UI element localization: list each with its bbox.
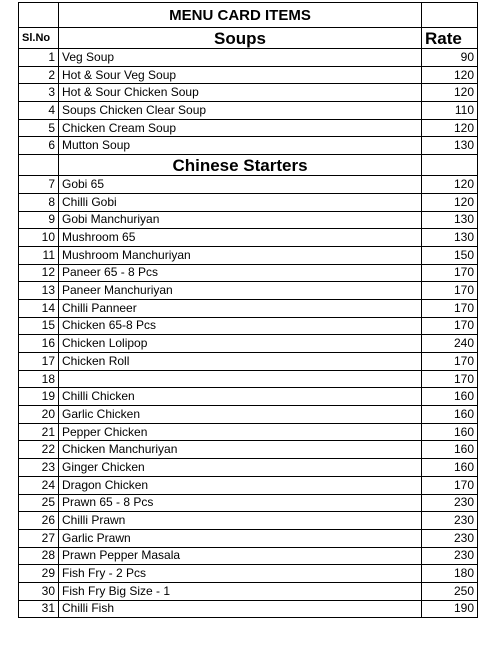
item-name: Pepper Chicken	[59, 423, 422, 441]
item-rate: 120	[422, 193, 478, 211]
item-number: 29	[19, 565, 59, 583]
section-blank-left	[19, 155, 59, 176]
item-rate: 170	[422, 299, 478, 317]
item-name: Veg Soup	[59, 49, 422, 67]
item-name: Dragon Chicken	[59, 476, 422, 494]
menu-item-row	[19, 211, 478, 229]
item-rate: 120	[422, 119, 478, 137]
menu-item-row	[19, 529, 478, 547]
menu-item-row	[19, 582, 478, 600]
item-name: Gobi Manchuriyan	[59, 211, 422, 229]
item-number: 7	[19, 176, 59, 194]
item-number: 18	[19, 370, 59, 388]
item-number: 6	[19, 137, 59, 155]
item-number: 30	[19, 582, 59, 600]
section-title-soups: Soups	[59, 28, 422, 49]
slno-header: Sl.No	[19, 28, 59, 49]
item-number: 17	[19, 353, 59, 371]
item-number: 28	[19, 547, 59, 565]
item-rate: 160	[422, 388, 478, 406]
item-name: Hot & Sour Chicken Soup	[59, 84, 422, 102]
item-name	[59, 370, 422, 388]
menu-item-row	[19, 547, 478, 565]
item-rate: 250	[422, 582, 478, 600]
item-number: 1	[19, 49, 59, 67]
item-name: Mutton Soup	[59, 137, 422, 155]
item-name: Garlic Prawn	[59, 529, 422, 547]
item-rate: 170	[422, 282, 478, 300]
item-rate: 170	[422, 264, 478, 282]
item-rate: 230	[422, 529, 478, 547]
item-rate: 170	[422, 476, 478, 494]
item-name: Chicken 65-8 Pcs	[59, 317, 422, 335]
item-rate: 160	[422, 441, 478, 459]
menu-item-row	[19, 246, 478, 264]
item-name: Soups Chicken Clear Soup	[59, 102, 422, 120]
item-number: 2	[19, 66, 59, 84]
menu-item-row	[19, 84, 478, 102]
item-rate: 230	[422, 547, 478, 565]
menu-item-row	[19, 565, 478, 583]
menu-item-row	[19, 423, 478, 441]
menu-item-row	[19, 317, 478, 335]
item-number: 21	[19, 423, 59, 441]
item-number: 23	[19, 459, 59, 477]
item-rate: 240	[422, 335, 478, 353]
item-name: Ginger Chicken	[59, 459, 422, 477]
item-number: 11	[19, 246, 59, 264]
item-rate: 170	[422, 370, 478, 388]
item-number: 26	[19, 512, 59, 530]
menu-item-row	[19, 512, 478, 530]
item-name: Chilli Prawn	[59, 512, 422, 530]
item-number: 24	[19, 476, 59, 494]
item-rate: 230	[422, 512, 478, 530]
section-title: Chinese Starters	[59, 155, 422, 176]
item-number: 4	[19, 102, 59, 120]
menu-title: MENU CARD ITEMS	[59, 3, 422, 28]
item-name: Chilli Chicken	[59, 388, 422, 406]
item-rate: 130	[422, 229, 478, 247]
item-name: Chicken Roll	[59, 353, 422, 371]
item-number: 13	[19, 282, 59, 300]
item-number: 25	[19, 494, 59, 512]
menu-item-row	[19, 49, 478, 67]
menu-item-row	[19, 66, 478, 84]
item-name: Mushroom Manchuriyan	[59, 246, 422, 264]
item-number: 27	[19, 529, 59, 547]
title-row	[19, 3, 478, 28]
section-row	[19, 155, 478, 176]
menu-item-row	[19, 600, 478, 618]
item-name: Chilli Fish	[59, 600, 422, 618]
item-rate: 120	[422, 66, 478, 84]
item-rate: 130	[422, 211, 478, 229]
item-number: 15	[19, 317, 59, 335]
menu-item-row	[19, 476, 478, 494]
menu-item-row	[19, 494, 478, 512]
item-rate: 130	[422, 137, 478, 155]
item-number: 19	[19, 388, 59, 406]
item-rate: 160	[422, 459, 478, 477]
item-rate: 90	[422, 49, 478, 67]
menu-item-row	[19, 282, 478, 300]
item-rate: 160	[422, 423, 478, 441]
menu-item-row	[19, 388, 478, 406]
menu-item-row	[19, 229, 478, 247]
item-rate: 170	[422, 353, 478, 371]
item-name: Chicken Lolipop	[59, 335, 422, 353]
menu-item-row	[19, 119, 478, 137]
rate-header: Rate	[422, 28, 478, 49]
item-name: Prawn Pepper Masala	[59, 547, 422, 565]
item-rate: 120	[422, 176, 478, 194]
item-rate: 160	[422, 406, 478, 424]
item-name: Fish Fry Big Size - 1	[59, 582, 422, 600]
item-name: Chilli Gobi	[59, 193, 422, 211]
menu-item-row	[19, 137, 478, 155]
section-blank-right	[422, 155, 478, 176]
item-name: Garlic Chicken	[59, 406, 422, 424]
item-name: Prawn 65 - 8 Pcs	[59, 494, 422, 512]
menu-item-row	[19, 264, 478, 282]
item-rate: 150	[422, 246, 478, 264]
title-left-cell	[19, 3, 59, 28]
menu-item-row	[19, 459, 478, 477]
item-rate: 180	[422, 565, 478, 583]
item-number: 3	[19, 84, 59, 102]
item-number: 16	[19, 335, 59, 353]
menu-item-row	[19, 335, 478, 353]
menu-item-row	[19, 102, 478, 120]
item-rate: 170	[422, 317, 478, 335]
menu-item-row	[19, 370, 478, 388]
menu-item-row	[19, 193, 478, 211]
item-rate: 110	[422, 102, 478, 120]
item-number: 12	[19, 264, 59, 282]
item-name: Paneer 65 - 8 Pcs	[59, 264, 422, 282]
menu-table	[18, 2, 478, 618]
item-number: 31	[19, 600, 59, 618]
item-number: 5	[19, 119, 59, 137]
item-name: Mushroom 65	[59, 229, 422, 247]
item-number: 20	[19, 406, 59, 424]
item-name: Paneer Manchuriyan	[59, 282, 422, 300]
item-name: Chicken Manchuriyan	[59, 441, 422, 459]
item-number: 22	[19, 441, 59, 459]
item-name: Chilli Panneer	[59, 299, 422, 317]
item-number: 10	[19, 229, 59, 247]
menu-item-row	[19, 441, 478, 459]
title-right-cell	[422, 3, 478, 28]
menu-sheet	[18, 2, 477, 618]
item-rate: 120	[422, 84, 478, 102]
item-rate: 190	[422, 600, 478, 618]
menu-item-row	[19, 406, 478, 424]
item-name: Chicken Cream Soup	[59, 119, 422, 137]
item-number: 14	[19, 299, 59, 317]
item-number: 8	[19, 193, 59, 211]
header-row	[19, 28, 478, 49]
item-rate: 230	[422, 494, 478, 512]
item-name: Hot & Sour Veg Soup	[59, 66, 422, 84]
menu-item-row	[19, 176, 478, 194]
item-number: 9	[19, 211, 59, 229]
menu-item-row	[19, 353, 478, 371]
menu-item-row	[19, 299, 478, 317]
item-name: Gobi 65	[59, 176, 422, 194]
item-name: Fish Fry - 2 Pcs	[59, 565, 422, 583]
